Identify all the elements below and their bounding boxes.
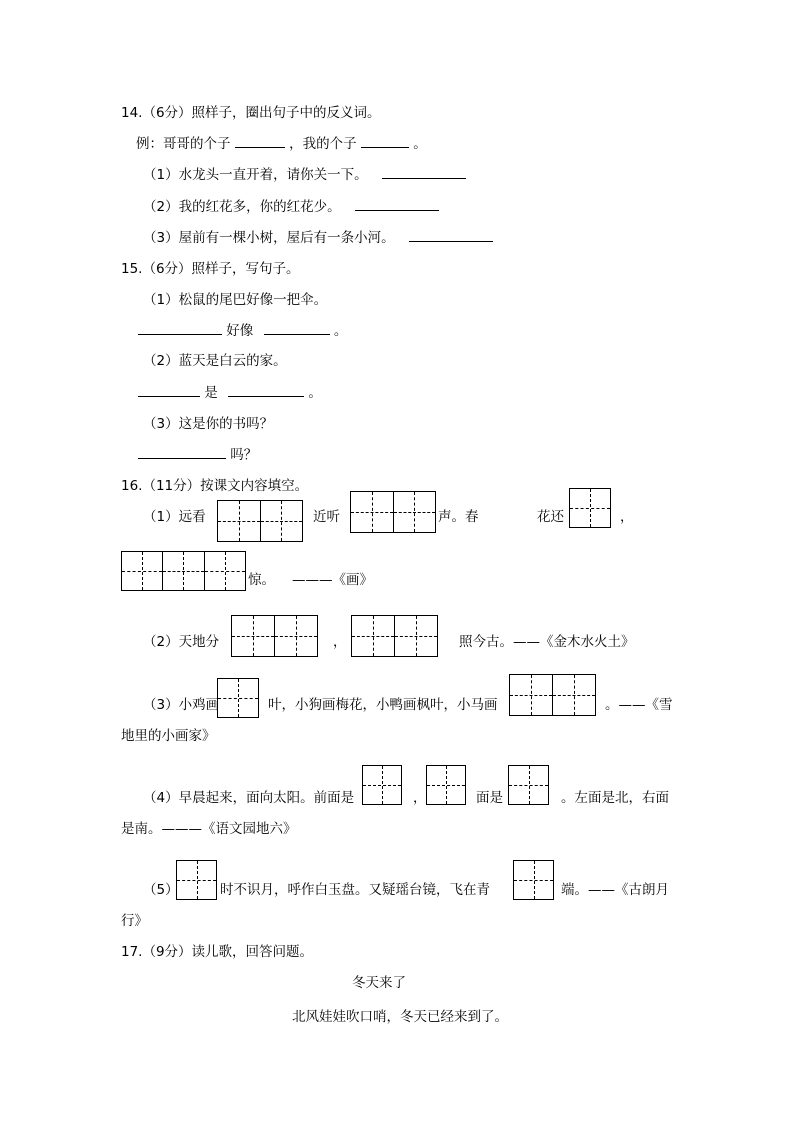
q14-item-2-blank[interactable]	[355, 209, 439, 211]
q16-p1-f: 惊。	[248, 572, 275, 588]
q15-answer-1-mid: 好像	[226, 323, 254, 339]
q15-answer-3	[138, 449, 257, 463]
tianzige-box[interactable]	[176, 860, 217, 900]
q16-p1-b: 近听	[313, 509, 340, 525]
tianzige-box[interactable]	[231, 615, 318, 657]
q15-answer-2-blank-a[interactable]	[138, 395, 200, 397]
q14-item-1-text: （1）水龙头一直开着，请你关一下。	[143, 167, 368, 183]
q15-sentence-2: （2）蓝天是白云的家。	[143, 353, 287, 369]
q14-item-3-text: （3）屋前有一棵小树，屋后有一条小河。	[143, 230, 395, 246]
q16-p4-a: （4）早晨起来，面向太阳。前面是	[143, 790, 355, 806]
q16-p4-d: 。左面是北，右面	[561, 790, 669, 806]
q15-answer-3-end: 吗？	[230, 447, 258, 463]
q16-p3-a: （3）小鸡画	[143, 697, 220, 713]
q15-title: 15.（6分）照样子，写句子。	[121, 261, 300, 277]
q16-p2-a: （2）天地分	[143, 634, 220, 650]
q15-answer-2-blank-b[interactable]	[228, 395, 304, 397]
q16-p2-c: 照今古。——《金木水火土》	[459, 634, 635, 650]
q15-answer-1	[138, 325, 347, 339]
q14-example-blank-1[interactable]	[235, 146, 285, 148]
q15-answer-2-mid: 是	[204, 385, 218, 401]
q14-example-a: 例：哥哥的个子	[136, 136, 231, 152]
tianzige-box[interactable]	[121, 551, 246, 591]
poem-line-1: 北风娃娃吹口哨，冬天已经来到了。	[292, 1009, 508, 1025]
q14-example-blank-2[interactable]	[361, 146, 409, 148]
tianzige-box[interactable]	[350, 491, 436, 533]
q16-p5-a: （5）	[143, 882, 179, 898]
q15-answer-1-blank-b[interactable]	[264, 333, 330, 335]
q16-p1-d: 花还	[537, 509, 564, 525]
q15-answer-1-end: 。	[333, 323, 348, 339]
q16-p5-b: 时不识月，呼作白玉盘。又疑瑶台镜，飞在青	[220, 882, 490, 898]
q14-item-3	[143, 232, 493, 246]
q15-sentence-3: （3）这是你的书吗？	[143, 416, 274, 432]
tianzige-box[interactable]	[513, 860, 554, 900]
q16-p1-c: 声。春	[438, 509, 479, 525]
q14-item-1	[143, 169, 466, 183]
q15-sentence-1: （1）松鼠的尾巴好像一把伞。	[143, 292, 328, 308]
q16-p5-d: 行》	[121, 913, 148, 929]
q15-answer-1-blank-a[interactable]	[138, 333, 222, 335]
q14-title: 14.（6分）照样子，圈出句子中的反义词。	[121, 105, 381, 121]
tianzige-box[interactable]	[217, 678, 259, 718]
q16-p1-source: ———《画》	[292, 572, 373, 588]
poem-title: 冬天来了	[352, 975, 406, 991]
q14-example	[136, 138, 427, 152]
q17-title: 17.（9分）读儿歌，回答问题。	[121, 944, 314, 960]
q16-p4-e: 是南。———《语文园地六》	[121, 821, 297, 837]
q14-example-c: 。	[413, 136, 427, 152]
q16-p1-e: ，	[620, 509, 634, 525]
tianzige-box[interactable]	[508, 765, 549, 805]
tianzige-box[interactable]	[509, 674, 596, 716]
q16-p3-d: 地里的小画家》	[121, 728, 216, 744]
q15-answer-2-end: 。	[308, 385, 322, 401]
q14-item-2-text: （2）我的红花多，你的红花少。	[143, 199, 341, 215]
q16-p3-b: 叶，小狗画梅花，小鸭画枫叶，小马画	[268, 697, 498, 713]
q15-answer-3-blank[interactable]	[138, 457, 226, 459]
tianzige-box[interactable]	[569, 488, 611, 528]
tianzige-box[interactable]	[426, 765, 466, 805]
q16-p5-c: 端。——《古朗月	[561, 882, 669, 898]
q16-p2-b: ，	[333, 634, 347, 650]
tianzige-box[interactable]	[362, 765, 402, 805]
q14-item-3-blank[interactable]	[409, 240, 493, 242]
tianzige-box[interactable]	[351, 615, 438, 657]
tianzige-box[interactable]	[217, 500, 303, 542]
q16-title: 16.（11分）按课文内容填空。	[121, 478, 309, 494]
q14-example-b: ，我的个子	[289, 136, 357, 152]
q16-p4-c: 面是	[476, 790, 503, 806]
q14-item-1-blank[interactable]	[382, 177, 466, 179]
q16-p1-a: （1）远看	[143, 509, 206, 525]
q15-answer-2	[138, 387, 322, 401]
q14-item-2	[143, 201, 439, 215]
q16-p3-c: 。——《雪	[605, 697, 673, 713]
q16-p4-b: ，	[413, 790, 427, 806]
